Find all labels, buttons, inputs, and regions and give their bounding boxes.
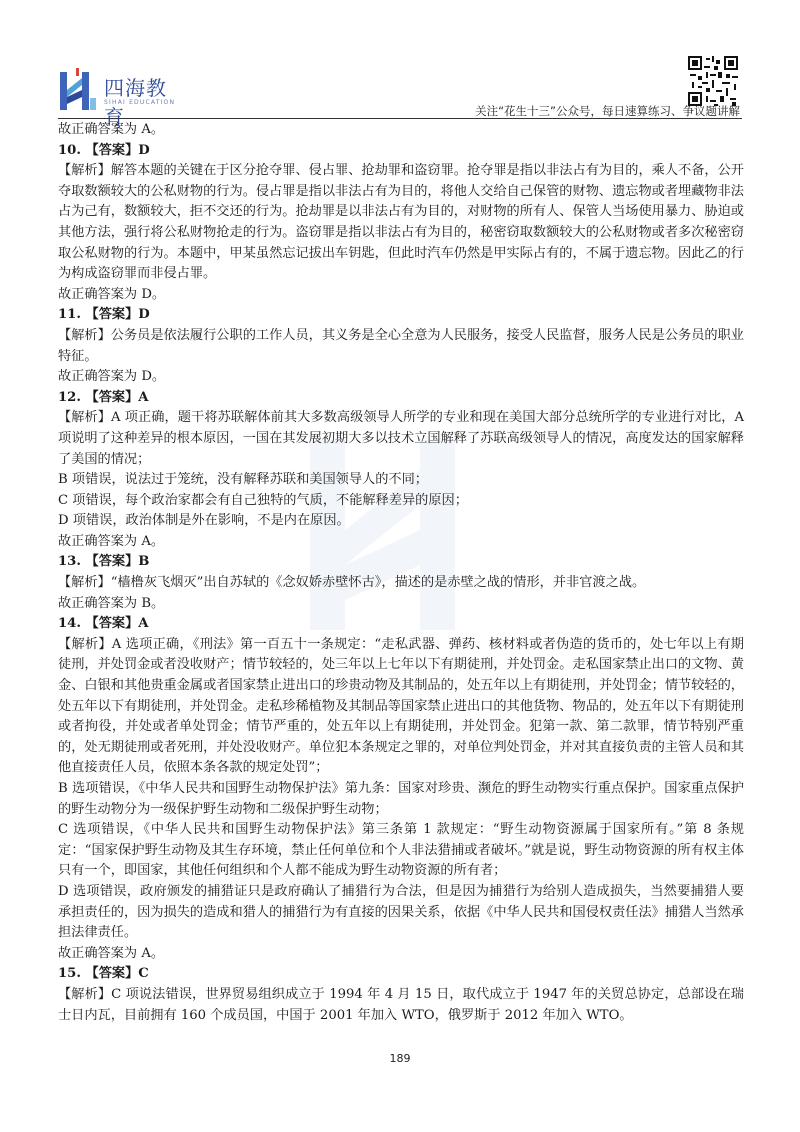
- header-divider: [58, 118, 742, 119]
- option-analysis: B 项错误，说法过于笼统，没有解释苏联和美国领导人的不同；: [58, 472, 428, 488]
- answer-conclusion: 故正确答案为 A。: [58, 533, 165, 549]
- answer-conclusion: 故正确答案为 D。: [58, 369, 166, 385]
- answer-conclusion: 故正确答案为 B。: [58, 595, 165, 611]
- option-analysis: C 选项错误，《中华人民共和国野生动物保护法》第三条第 1 款规定：“野生动物资源属于国家所有。”第 8 条规定：“国家保护野生动物及其生存环境，禁止任何单位和个人非法猎捕或者破坏。”就是说，野生动物资源的所有权主体只有一个，即国家，其他任何组织和个人都不能成为野生动物资源的所有者；: [58, 822, 744, 879]
- qr-code-icon: [688, 56, 738, 106]
- answer-heading: 11. 【答案】D: [58, 307, 150, 323]
- answer-conclusion: 故正确答案为 A。: [58, 945, 165, 961]
- explanation-paragraph: 【解析】C 项说法错误，世界贸易组织成立于 1994 年 4 月 15 日，取代成立于 1947 年的关贸总协定，总部设在瑞士日内瓦，目前拥有 160 个成员国，中国于 2001 年加入 WTO，俄罗斯于 2012 年加入 WTO。: [58, 986, 744, 1023]
- logo-name: 四海教育: [104, 76, 167, 129]
- sihai-logo-mark-icon: [58, 68, 98, 114]
- option-analysis: B 选项错误，《中华人民共和国野生动物保护法》第九条：国家对珍贵、濒危的野生动物实行重点保护。国家重点保护的野生动物分为一级保护野生动物和二级保护野生动物；: [58, 781, 744, 817]
- explanation-paragraph: 【解析】解答本题的关键在于区分抢夺罪、侵占罪、抢劫罪和盗窃罪。抢夺罪是指以非法占有为目的，乘人不备，公开夺取数额较大的公私财物的行为。侵占罪是指以非法占有为目的，将他人交给自己保管的财物、遗忘物或者埋藏物非法占为己有，数额较大，拒不交还的行为。抢劫罪是以非法占有为目的，对财物的所有人、保管人当场使用暴力、胁迫或其他方法，强行将公私财物抢走的行为。盗窃罪是指以非法占有为目的，秘密窃取数额较大的公私财物或者多次秘密窃取公私财物的行为。本题中，甲某虽然忘记拔出车钥匙，但此时汽车仍然是甲实际占有的，不属于遗忘物。因此乙的行为构成盗窃罪而非侵占罪。: [58, 163, 744, 282]
- page-number: 189: [389, 1052, 411, 1065]
- answer-heading: 14. 【答案】A: [58, 616, 149, 632]
- answer-heading: 13. 【答案】B: [58, 554, 150, 570]
- answer-heading: 15. 【答案】C: [58, 966, 149, 982]
- answer-conclusion: 故正确答案为 D。: [58, 286, 166, 302]
- option-analysis: C 项错误，每个政治家都会有自己独特的气质，不能解释差异的原因；: [58, 492, 468, 508]
- sihai-logo: [58, 68, 178, 129]
- option-analysis: D 选项错误，政府颁发的捕猎证只是政府确认了捕猎行为合法，但是因为捕猎行为给别人造成损失，当然要捕猎人要承担责任的，因为损失的造成和猎人的捕猎行为有直接的因果关系，依据《中华人民共和国侵权责任法》捕猎人当然承担法律责任。: [58, 883, 744, 941]
- answer-heading: 10. 【答案】D: [58, 142, 150, 158]
- page-header: [0, 0, 800, 129]
- answer-conclusion: 故正确答案为 A。: [58, 122, 165, 137]
- answer-explanations: [58, 120, 744, 1026]
- explanation-paragraph: 【解析】公务员是依法履行公职的工作人员，其义务是全心全意为人民服务，接受人民监督，服务人民是公务员的职业特征。: [58, 327, 744, 364]
- explanation-paragraph: 【解析】A 项正确，题干将苏联解体前其大多数高级领导人所学的专业和现在美国大部分总统所学的专业进行对比，A 项说明了这种差异的根本原因，一国在其发展初期大多以技术立国解释了苏联高级领导人的情况，高度发达的国家解释了美国的情况；: [58, 410, 744, 467]
- explanation-paragraph: 【解析】“樯橹灰飞烟灭”出自苏轼的《念奴娇赤壁怀古》，描述的是赤壁之战的情形，并非官渡之战。: [58, 575, 646, 591]
- header-slogan: 关注“花生十三”公众号，每日速算练习、争议题讲解: [475, 104, 740, 118]
- explanation-paragraph: 【解析】A 选项正确，《刑法》第一百五十一条规定：“走私武器、弹药、核材料或者伪造的货币的，处七年以上有期徒刑，并处罚金或者没收财产；情节较轻的，处三年以上七年以下有期徒刑，并处罚金。走私国家禁止出口的文物、黄金、白银和其他贵重金属或者国家禁止进出口的珍贵动物及其制品的，处五年以上有期徒刑，并处罚金；情节较轻的，处五年以下有期徒刑，并处罚金。走私珍稀植物及其制品等国家禁止进出口的其他货物、物品的，处五年以下有期徒刑或者拘役，并处或者单处罚金；情节严重的，处五年以上有期徒刑，并处罚金。犯第一款、第二款罪，情节特别严重的，处无期徒刑或者死刑，并处没收财产。单位犯本条规定之罪的，对单位判处罚金，并对其直接负责的主管人员和其他直接责任人员，依照本条各款的规定处罚”；: [58, 636, 744, 776]
- logo-subtitle: SIHAI EDUCATION: [104, 99, 176, 106]
- answer-heading: 12. 【答案】A: [58, 389, 149, 405]
- option-analysis: D 项错误，政治体制是外在影响，不是内在原因。: [58, 513, 350, 529]
